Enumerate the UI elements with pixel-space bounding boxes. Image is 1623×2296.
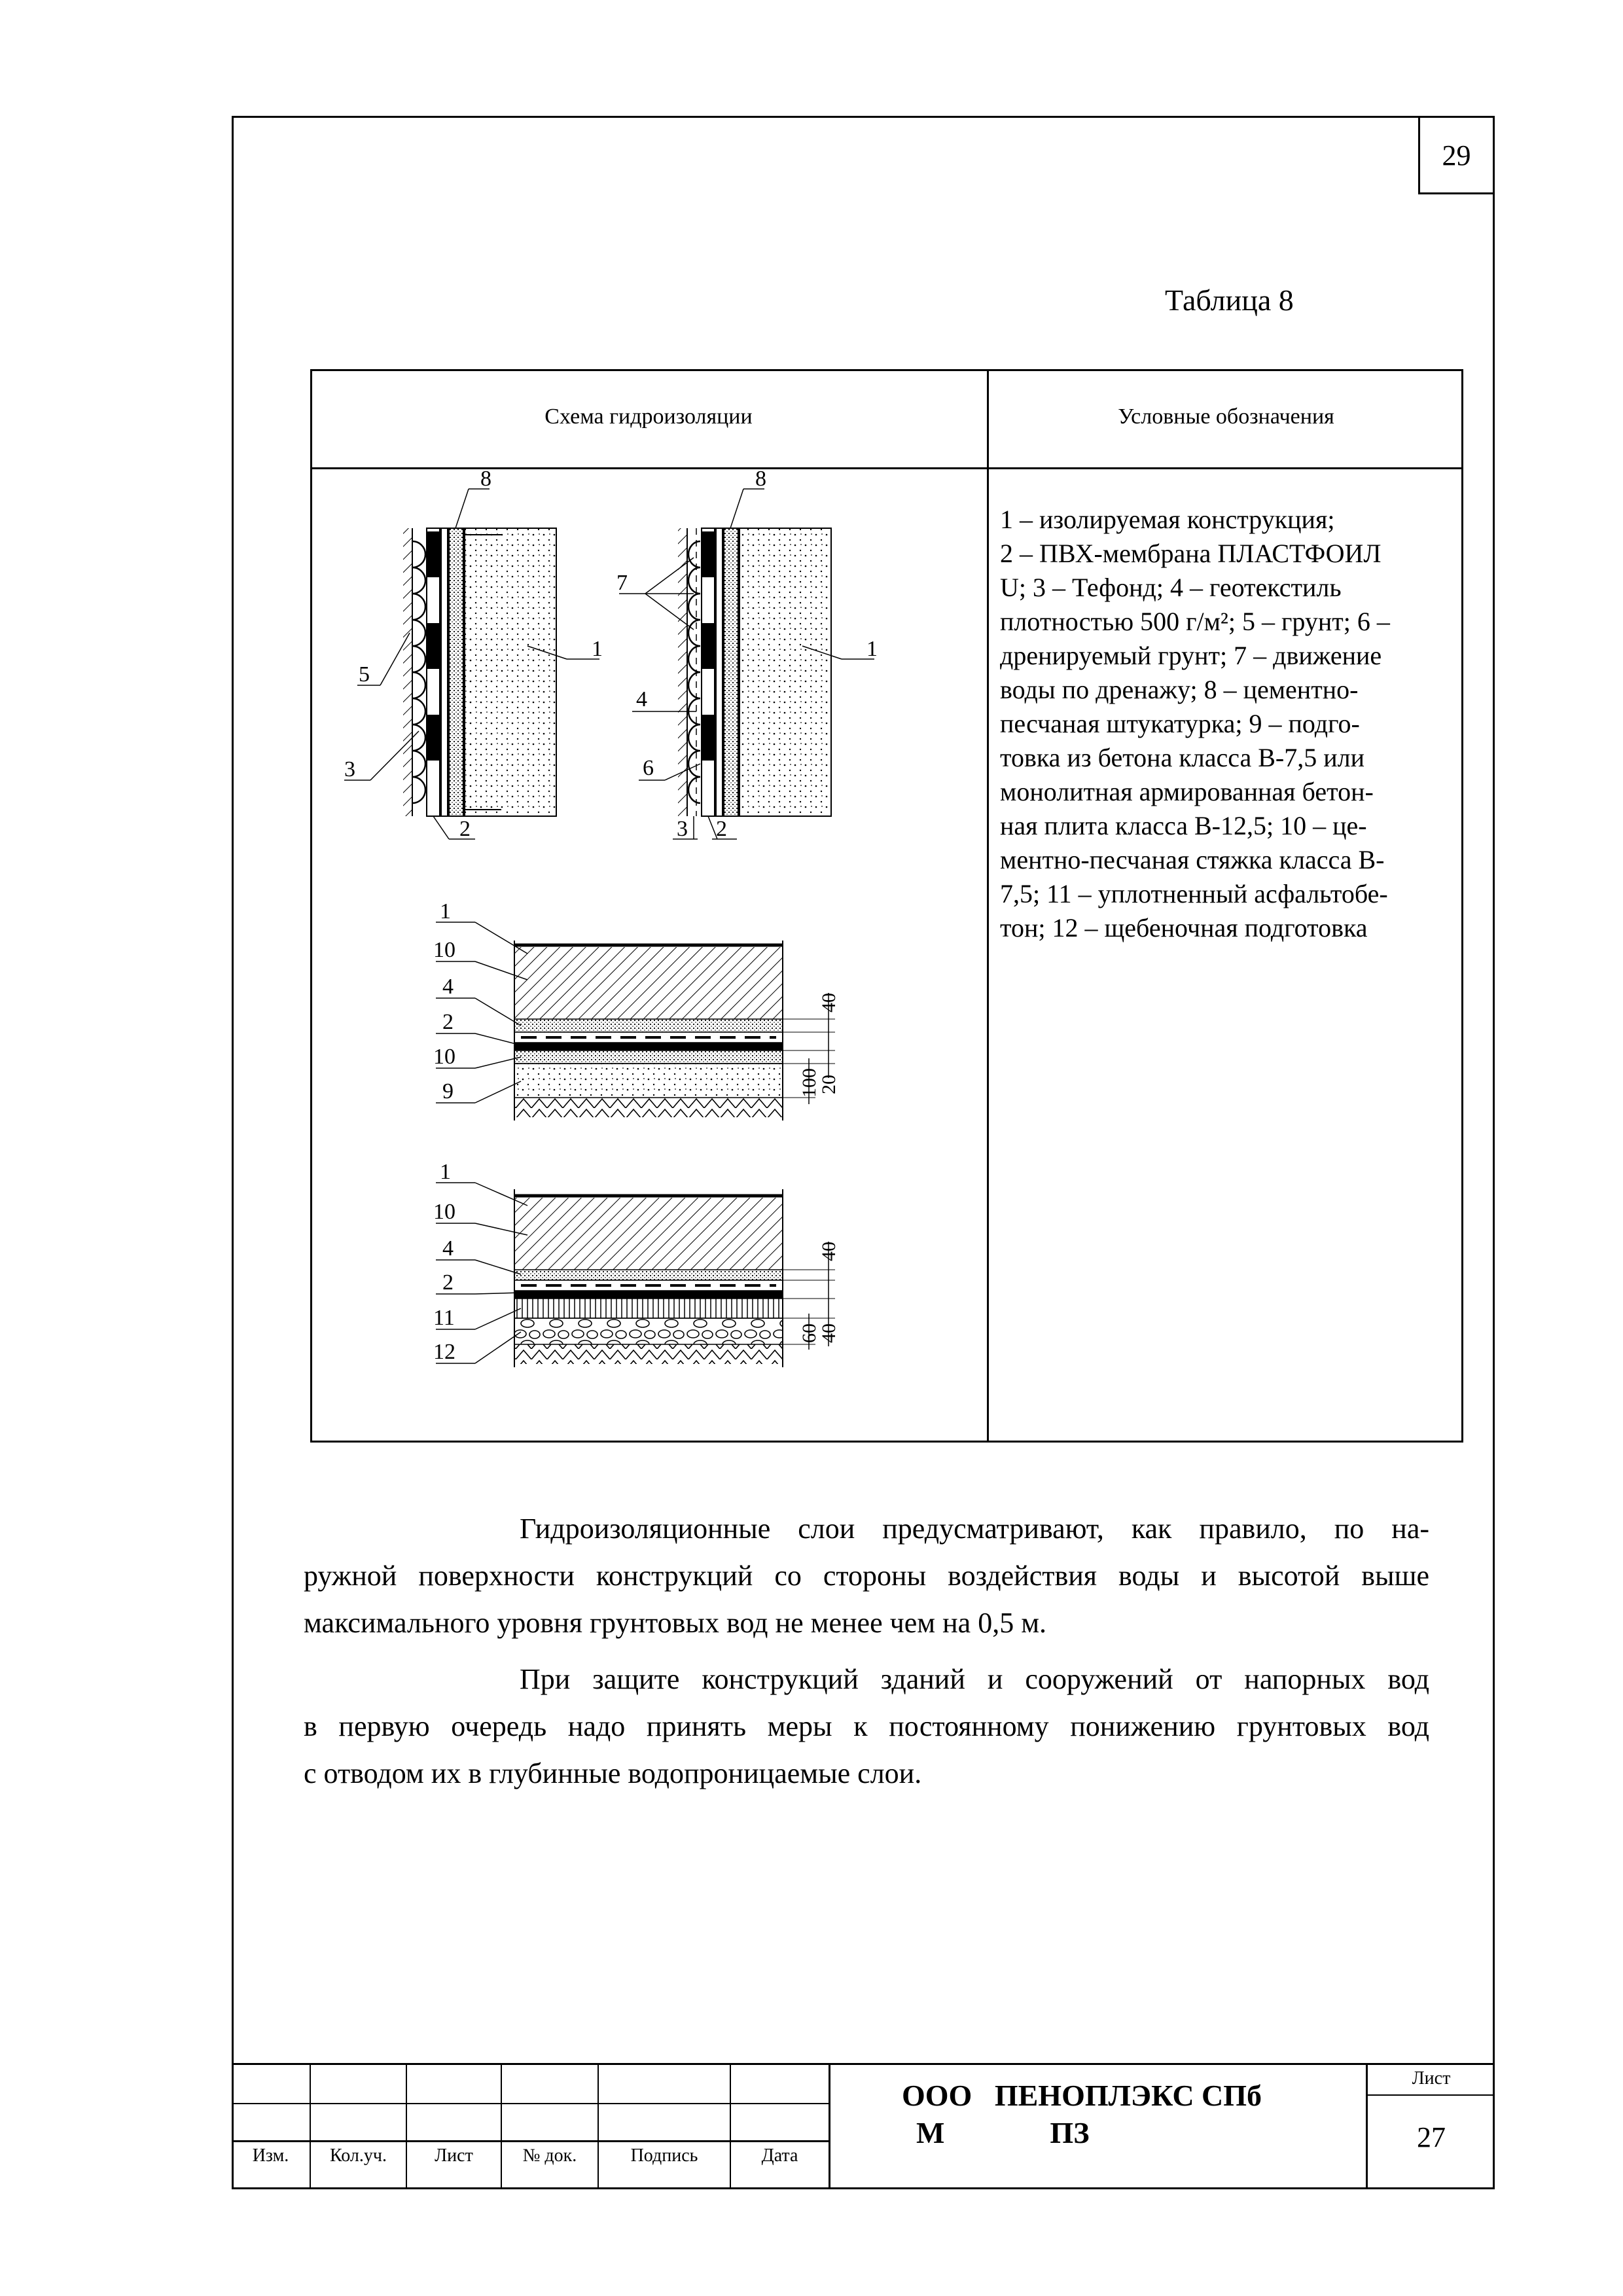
label-3: 3 [677, 817, 688, 841]
stamp-row-line [232, 2140, 830, 2142]
label-3: 3 [344, 757, 355, 781]
stamp-label-date: Дата [761, 2145, 798, 2166]
floor-detail-1 [433, 899, 840, 1121]
page-number: 29 [1418, 116, 1495, 194]
label-2: 2 [716, 817, 727, 841]
label-7: 7 [616, 571, 628, 595]
stamp-row-line [1366, 2094, 1495, 2096]
wall-detail-1 [344, 469, 603, 841]
label-11: 11 [433, 1306, 455, 1330]
stamp-label-list: Лист [435, 2145, 473, 2166]
label-12: 12 [433, 1340, 455, 1364]
dim-40: 40 [818, 1323, 840, 1343]
label-6: 6 [643, 756, 654, 780]
paragraph-2: При защите конструкций зданий и сооружений от напорных вод в первую очередь надо принять меры к постоянному понижению грунтовых вод с отводом их в глубинные водопроницаемые слои. [304, 1663, 1429, 1789]
dim-40: 40 [818, 1242, 840, 1261]
column-header-scheme: Схема гидроизоляции [544, 404, 753, 429]
sheet-number: 27 [1417, 2121, 1446, 2153]
label-8: 8 [480, 469, 491, 491]
stamp-col-line [730, 2063, 731, 2189]
label-8: 8 [755, 469, 766, 491]
label-10: 10 [433, 1045, 455, 1069]
label-1: 1 [866, 637, 878, 661]
stamp-label-izm: Изм. [252, 2145, 289, 2166]
label-9: 9 [442, 1079, 454, 1103]
label-4: 4 [636, 687, 647, 711]
stamp-col-line [501, 2063, 502, 2189]
stamp-col-line [829, 2063, 830, 2189]
label-4: 4 [442, 975, 454, 999]
label-10: 10 [433, 1200, 455, 1224]
floor-detail-2 [433, 1160, 840, 1367]
label-10: 10 [433, 938, 455, 962]
table-caption: Таблица 8 [1165, 283, 1294, 317]
dim-100: 100 [798, 1068, 820, 1098]
label-5: 5 [359, 662, 370, 687]
stamp-col-line [406, 2063, 407, 2189]
table-column-divider [987, 369, 989, 1443]
wall-detail-2 [616, 469, 878, 841]
dim-20: 20 [818, 1075, 840, 1094]
stamp-col-line [597, 2063, 599, 2189]
stamp-row-line [232, 2103, 830, 2104]
column-header-legend: Условные обозначения [1118, 404, 1334, 429]
stamp-col-line [310, 2063, 311, 2189]
label-2: 2 [442, 1010, 454, 1034]
label-4: 4 [442, 1236, 454, 1261]
label-2: 2 [459, 817, 471, 841]
waterproofing-diagrams [312, 469, 986, 1441]
label-1: 1 [440, 1160, 451, 1184]
stamp-top-line [232, 2063, 1495, 2065]
sheet-label: Лист [1412, 2068, 1451, 2089]
label-1: 1 [592, 637, 603, 661]
stamp-label-doc-no: № док. [522, 2145, 577, 2166]
label-2: 2 [442, 1270, 454, 1295]
paragraph-1: Гидроизоляционные слои предусматривают, как правило, по на- ружной поверхности конструкций со стороны воздействия воды и высотой выше максимального уровня грунтовых вод не менее чем на 0,5 м. [304, 1513, 1429, 1639]
dim-40: 40 [818, 993, 840, 1013]
firm-name-line-1: ООО ПЕНОПЛЭКС СПб [902, 2079, 1262, 2112]
legend-text: 1 – изолируемая конструкция; 2 – ПВХ-мембрана ПЛАСТФОИЛ U; 3 – Тефонд; 4 – геотекстиль плотностью 500 г/м²; 5 – грунт; 6 – дренируемый грунт; 7 – движение воды по дренажу; 8 – цементно- песчаная штукатурка; 9 – подго- товка из бетона класса В-7,5 или монолитная армированная бетон- ная плита класса В-12,5; 10 – це- ментно-песчаная стяжка класса В- 7,5; 11 – уплотненный асфальтобе- тон; 12 – щебеночная подготовка [1000, 505, 1390, 942]
stamp-label-kol-uch: Кол.уч. [330, 2145, 387, 2166]
label-1: 1 [440, 899, 451, 924]
stamp-label-signature: Подпись [630, 2145, 698, 2166]
firm-name-line-2: М ПЗ [916, 2116, 1090, 2149]
dim-60: 60 [798, 1323, 820, 1343]
